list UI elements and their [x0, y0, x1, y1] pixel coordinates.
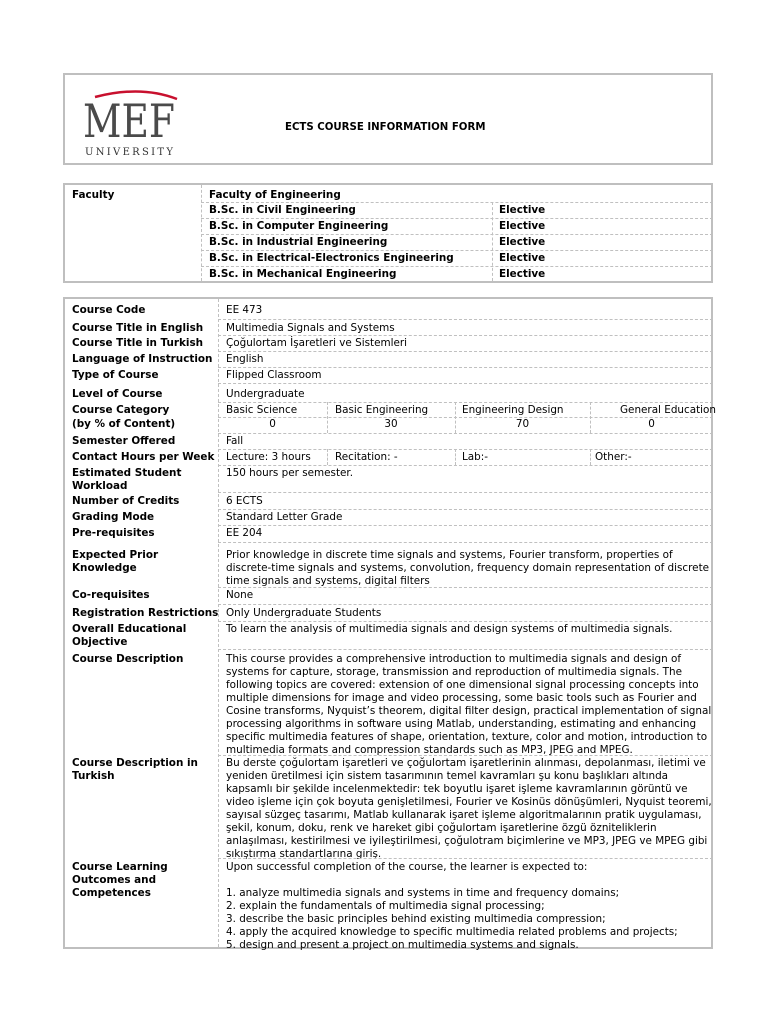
divider [590, 449, 591, 465]
faculty-box [63, 183, 713, 283]
prereq: EE 204 [226, 527, 263, 539]
category-name: General Education [620, 404, 716, 416]
language: English [226, 353, 264, 365]
divider [218, 649, 713, 650]
divider [201, 218, 713, 219]
workload: 150 hours per semester. [226, 467, 354, 479]
type-label: Type of Course [72, 369, 159, 381]
prior-knowledge: Prior knowledge in discrete time signals and systems, Fourier transform, properties of discrete-time signals and systems, convolution, frequency domain representation of discrete time signals and systems, digital filters [226, 549, 710, 587]
course-description-tr: Bu derste çoğulortam işaretleri ve çoğulortam işaretlerinin alınması, depolanması, iletimi ve yeniden üretilmesi için sistem tasarımının temel kavramları şu konu başlıkları altında kapsamlı bir şekilde incelenmektedir: tek boyutlu işaret işleme kavramlarının görüntü ve video işleme için çok boyuta genişletilmesi, Fourier ve Kosinüs dönüşümleri, Nyquist teoremi, sayısal süzgeç tasarımı, Matlab kullanarak işaret işleme algoritmalarının pratik uygulaması, şekil, konum, doku, renk ve hareket gibi çoğulortam işaretlerine özgü özniteliklerin anlaşılması, kestirilmesi ve iyileştirilmesi, çoğulotram biçimlerine ve MP3, JPEG ve MPEG gibi sıkıştırma standartlarına giriş. [226, 757, 712, 860]
course-level: Undergraduate [226, 388, 305, 400]
category-name: Basic Science [226, 404, 298, 416]
divider [218, 587, 713, 588]
divider [218, 542, 713, 543]
coreq-label: Co-requisites [72, 589, 150, 601]
program-name: B.Sc. in Civil Engineering [209, 204, 356, 216]
outcomes-label-2: Outcomes and [72, 874, 157, 886]
credits-label: Number of Credits [72, 495, 180, 507]
divider [201, 202, 713, 203]
language-label: Language of Instruction [72, 353, 213, 365]
outcome-item: 5. design and present a project on multimedia systems and signals. [226, 939, 579, 951]
category-value: 70 [515, 418, 530, 430]
program-name: B.Sc. in Computer Engineering [209, 220, 389, 232]
outcomes-intro: Upon successful completion of the course, the learner is expected to: [226, 861, 588, 873]
program-type: Elective [499, 204, 546, 216]
program-name: B.Sc. in Industrial Engineering [209, 236, 388, 248]
logo-text: MEF [83, 94, 175, 148]
outcome-item: 4. apply the acquired knowledge to specific multimedia related problems and projects; [226, 926, 678, 938]
course-type: Flipped Classroom [226, 369, 322, 381]
program-type: Elective [499, 252, 546, 264]
divider [218, 367, 713, 368]
faculty-name: Faculty of Engineering [209, 189, 341, 201]
contact-recitation: Recitation: - [335, 451, 398, 463]
header-box [63, 73, 713, 165]
title-tr: Çoğulortam İşaretleri ve Sistemleri [226, 337, 408, 349]
title-en: Multimedia Signals and Systems [226, 322, 395, 334]
outcomes-label-3: Competences [72, 887, 151, 899]
logo-graphic [81, 89, 181, 159]
category-label-2: (by % of Content) [72, 418, 176, 430]
grading: Standard Letter Grade [226, 511, 343, 523]
divider [218, 433, 713, 434]
category-label-1: Course Category [72, 404, 170, 416]
divider [218, 351, 713, 352]
description-label: Course Description [72, 653, 184, 665]
objective: To learn the analysis of multimedia signals and design systems of multimedia signals. [226, 623, 673, 635]
divider [327, 449, 328, 465]
category-value: 0 [648, 418, 655, 430]
divider [455, 449, 456, 465]
divider [201, 234, 713, 235]
credits: 6 ECTS [226, 495, 263, 507]
prior-label-1: Expected Prior [72, 549, 159, 561]
description-tr-label-2: Turkish [72, 770, 115, 782]
divider [218, 492, 713, 493]
course-code: EE 473 [226, 304, 263, 316]
program-type: Elective [499, 220, 546, 232]
title-en-label: Course Title in English [72, 322, 204, 334]
title-tr-label: Course Title in Turkish [72, 337, 204, 349]
outcomes-label-1: Course Learning [72, 861, 168, 873]
divider [218, 319, 713, 320]
outcome-item: 1. analyze multimedia signals and systems in time and frequency domains; [226, 887, 620, 899]
restrictions-label: Registration Restrictions [72, 607, 219, 619]
grading-label: Grading Mode [72, 511, 155, 523]
prior-label-2: Knowledge [72, 562, 137, 574]
divider [218, 402, 713, 403]
outcome-item: 2. explain the fundamentals of multimedia signal processing; [226, 900, 545, 912]
program-name: B.Sc. in Electrical-Electronics Engineering [209, 252, 454, 264]
contact-lecture: Lecture: 3 hours [226, 451, 311, 463]
program-type: Elective [499, 268, 546, 280]
divider [218, 604, 713, 605]
workload-label-1: Estimated Student [72, 467, 182, 479]
faculty-label: Faculty [72, 189, 115, 201]
divider [218, 335, 713, 336]
restrictions: Only Undergraduate Students [226, 607, 382, 619]
contact-other: Other:- [595, 451, 632, 463]
category-value: 30 [384, 418, 398, 430]
objective-label-1: Overall Educational [72, 623, 187, 635]
divider [218, 858, 713, 859]
divider [218, 525, 713, 526]
divider [218, 509, 713, 510]
divider [218, 299, 219, 947]
divider [218, 449, 713, 450]
divider [218, 465, 713, 466]
category-name: Engineering Design [462, 404, 564, 416]
course-description: This course provides a comprehensive introduction to multimedia signals and design of systems for capture, storage, transmission and reproduction of multimedia signals. The following topics are covered: extension of one dimensional signal processing concepts into multiple dimensions for image and video processing, some basic tools such as Fourier and Cosine transforms, Nyquist’s theorem, digital filter design, practical implementation of signal processing algorithms in software using Matlab, understanding, estimating and enhancing specific multimedia features of shape, orientation, texture, color and motion, introduction to multimedia formats and compression standards such as MP3, JPEG and MPEG. [226, 653, 712, 756]
category-value: 0 [269, 418, 276, 430]
divider [218, 621, 713, 622]
semester-label: Semester Offered [72, 435, 176, 447]
program-type: Elective [499, 236, 546, 248]
divider [218, 383, 713, 384]
contact-lab: Lab:- [462, 451, 489, 463]
logo-subtext: UNIVERSITY [85, 147, 173, 158]
divider [492, 202, 493, 281]
divider [201, 250, 713, 251]
divider [218, 755, 713, 756]
course-code-label: Course Code [72, 304, 146, 316]
prereq-label: Pre-requisites [72, 527, 155, 539]
workload-label-2: Workload [72, 480, 128, 492]
level-label: Level of Course [72, 388, 163, 400]
mef-university-logo [81, 89, 181, 159]
course-info-box [63, 297, 716, 951]
contact-label: Contact Hours per Week [72, 451, 215, 463]
outcome-item: 3. describe the basic principles behind existing multimedia compression; [226, 913, 606, 925]
coreq: None [226, 589, 254, 601]
category-name: Basic Engineering [335, 404, 429, 416]
description-tr-label-1: Course Description in [72, 757, 198, 769]
divider [201, 266, 713, 267]
form-title: ECTS COURSE INFORMATION FORM [285, 122, 486, 133]
program-name: B.Sc. in Mechanical Engineering [209, 268, 397, 280]
semester: Fall [226, 435, 244, 447]
objective-label-2: Objective [72, 636, 128, 648]
